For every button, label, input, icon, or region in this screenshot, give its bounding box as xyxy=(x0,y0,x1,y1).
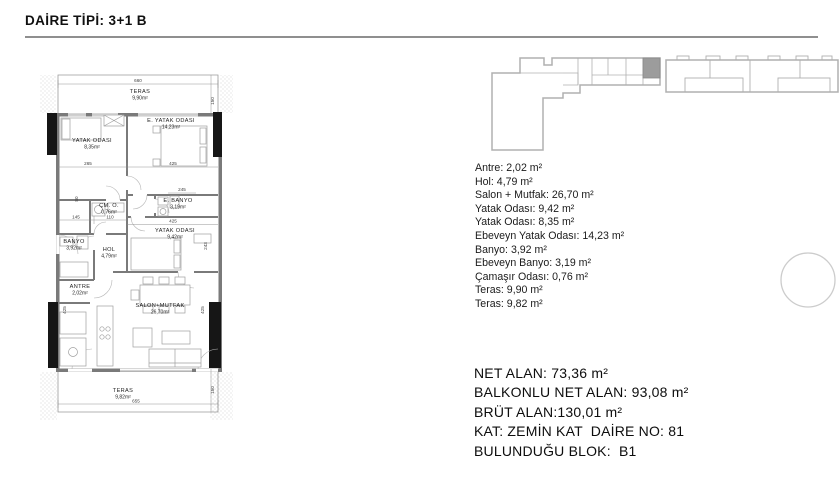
living-set xyxy=(133,328,201,367)
kitchen-units xyxy=(60,306,113,366)
list-item: Teras: 9,90 m² xyxy=(475,284,543,297)
dim-banyo-width: 145 xyxy=(72,214,80,220)
bed-yatak-835 xyxy=(61,115,124,140)
room-label-yatak-942: YATAK ODASI xyxy=(155,228,195,234)
room-label-teras-bottom: TERAS xyxy=(112,388,134,394)
svg-text:4,79m²: 4,79m² xyxy=(101,253,117,260)
room-label-teras-top: TERAS xyxy=(129,89,151,95)
list-item: Hol: 4,79 m² xyxy=(475,175,533,188)
room-label-hol: HOL xyxy=(102,247,116,253)
dim-yatak-mid-width: 425 xyxy=(169,218,177,224)
room-label-e-banyo: E. BANYO xyxy=(163,198,193,204)
list-item: Teras: 9,82 m² xyxy=(475,297,543,310)
svg-text:0,76m²: 0,76m² xyxy=(101,209,117,216)
terrace-door-gap xyxy=(196,369,218,372)
floor-plan xyxy=(28,66,233,434)
dim-yatak-width: 265 xyxy=(84,161,92,166)
dim-salon-right-height: 425 xyxy=(200,306,205,314)
list-item: Yatak Odası: 9,42 m² xyxy=(475,202,575,215)
room-label-camasir: ÇM. O. xyxy=(99,203,119,209)
entry-door-gap xyxy=(56,235,59,254)
circle-marker xyxy=(781,253,835,307)
svg-text:26,70m²: 26,70m² xyxy=(150,309,170,316)
room-label-e-yatak: E. YATAK ODASI xyxy=(147,118,195,124)
dim-hol-width: 110 xyxy=(106,214,114,220)
dim-top-width: 660 xyxy=(134,78,142,83)
svg-text:3,92m²: 3,92m² xyxy=(66,245,82,252)
room-label-banyo: BANYO xyxy=(63,239,85,245)
kat-daire-no: KAT: ZEMİN KAT DAİRE NO: 81 xyxy=(474,423,685,440)
svg-text:14,23m²: 14,23m² xyxy=(161,124,181,131)
dim-e-yatak-width: 425 xyxy=(169,161,177,166)
terrace-door-gap xyxy=(68,369,92,372)
dim-teras-top-depth: 150 xyxy=(210,97,215,105)
building-adjacent-outline xyxy=(666,56,838,92)
dim-teras-bottom-depth: 150 xyxy=(210,386,215,394)
balkonlu-net-alan: BALKONLU NET ALAN: 93,08 m² xyxy=(474,384,689,401)
dim-e-banyo-width: 245 xyxy=(178,187,186,192)
list-item: Salon + Mutfak: 26,70 m² xyxy=(475,189,594,202)
list-item: Yatak Odası: 8,35 m² xyxy=(475,216,575,229)
room-areas-list xyxy=(475,162,624,312)
room-label-yatak-835: YATAK ODASI xyxy=(72,138,112,144)
dim-bottom-width: 655 xyxy=(132,398,140,404)
svg-text:9,42m²: 9,42m² xyxy=(167,234,183,241)
list-item: Ebeveyn Banyo: 3,19 m² xyxy=(475,257,592,270)
list-item: Antre: 2,02 m² xyxy=(475,162,543,174)
svg-text:3,19m²: 3,19m² xyxy=(170,204,186,211)
svg-text:8,35m²: 8,35m² xyxy=(84,144,100,151)
title-divider xyxy=(25,36,818,38)
list-item: Ebeveyn Yatak Odası: 14,23 m² xyxy=(475,229,625,242)
list-item: Çamaşır Odası: 0,76 m² xyxy=(475,270,589,283)
bulundugu-blok: BULUNDUĞU BLOK: B1 xyxy=(474,442,637,459)
room-label-salon: SALON+MUTFAK xyxy=(135,303,185,309)
bed-e-yatak xyxy=(153,126,207,166)
dim-salon-left-height: 425 xyxy=(62,306,67,314)
svg-text:9,82m²: 9,82m² xyxy=(115,394,131,401)
area-summary xyxy=(474,364,688,461)
room-label-antre: ANTRE xyxy=(69,284,91,290)
list-item: Banyo: 3,92 m² xyxy=(475,243,547,256)
page-title: DAİRE TİPİ: 3+1 B xyxy=(25,13,147,28)
svg-text:2,02m²: 2,02m² xyxy=(72,290,88,297)
dim-yatak-mid-height: 243 xyxy=(203,242,208,250)
brut-alan: BRÜT ALAN:130,01 m² xyxy=(474,403,623,420)
svg-text:9,90m²: 9,90m² xyxy=(132,95,148,102)
net-alan: NET ALAN: 73,36 m² xyxy=(474,365,609,381)
dim-camasir-height: 80 xyxy=(74,196,79,202)
building-b1-outline xyxy=(492,58,660,150)
highlighted-unit xyxy=(643,58,660,78)
